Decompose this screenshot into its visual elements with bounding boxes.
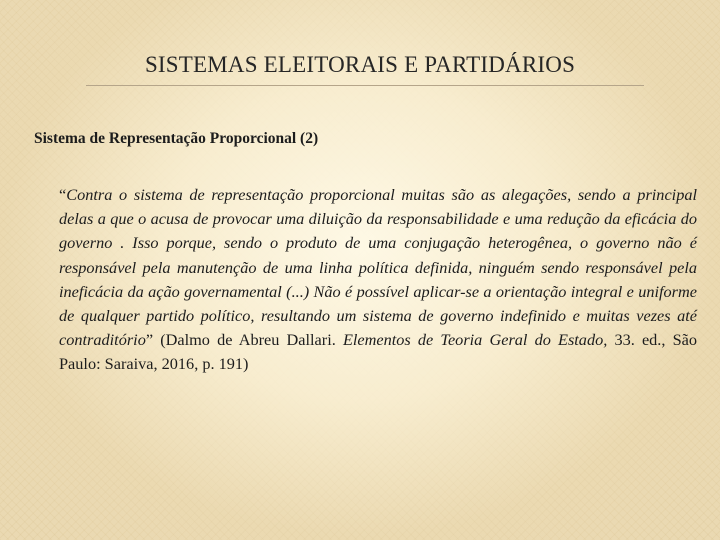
quote-close-mark: ” bbox=[145, 330, 154, 350]
citation-work-title: Elementos de Teoria Geral do Estado, bbox=[342, 330, 608, 350]
slide-title: SISTEMAS ELEITORAIS E PARTIDÁRIOS bbox=[144, 52, 576, 77]
citation-author: (Dalmo de Abreu Dallari. bbox=[153, 330, 343, 350]
title-underline-divider bbox=[86, 85, 644, 86]
quote-open-mark: “ bbox=[59, 185, 67, 204]
quote-text: Contra o sistema de representação proporcional muitas são as alegações, sendo a principal delas a que o acusa de provocar uma diluição da responsabilidade e uma redução da eficácia do governo . Isso porque, sendo o produto de uma conjugação heterogênea, o governo não é responsável pela manutenção de uma linha política definida, ninguém sendo responsável pela ineficácia da ação governamental (...) Não é possível aplicar-se a orientação integral e uniforme de qualquer partido político, resultando um sistema de governo indefinido e muitas vezes até contraditório bbox=[59, 185, 697, 350]
section-subtitle: Sistema de Representação Proporcional (2) bbox=[34, 130, 319, 147]
quote-paragraph bbox=[59, 183, 697, 377]
citation-details: 33. ed., São Paulo: Saraiva, 2016, p. 191) bbox=[59, 330, 698, 374]
